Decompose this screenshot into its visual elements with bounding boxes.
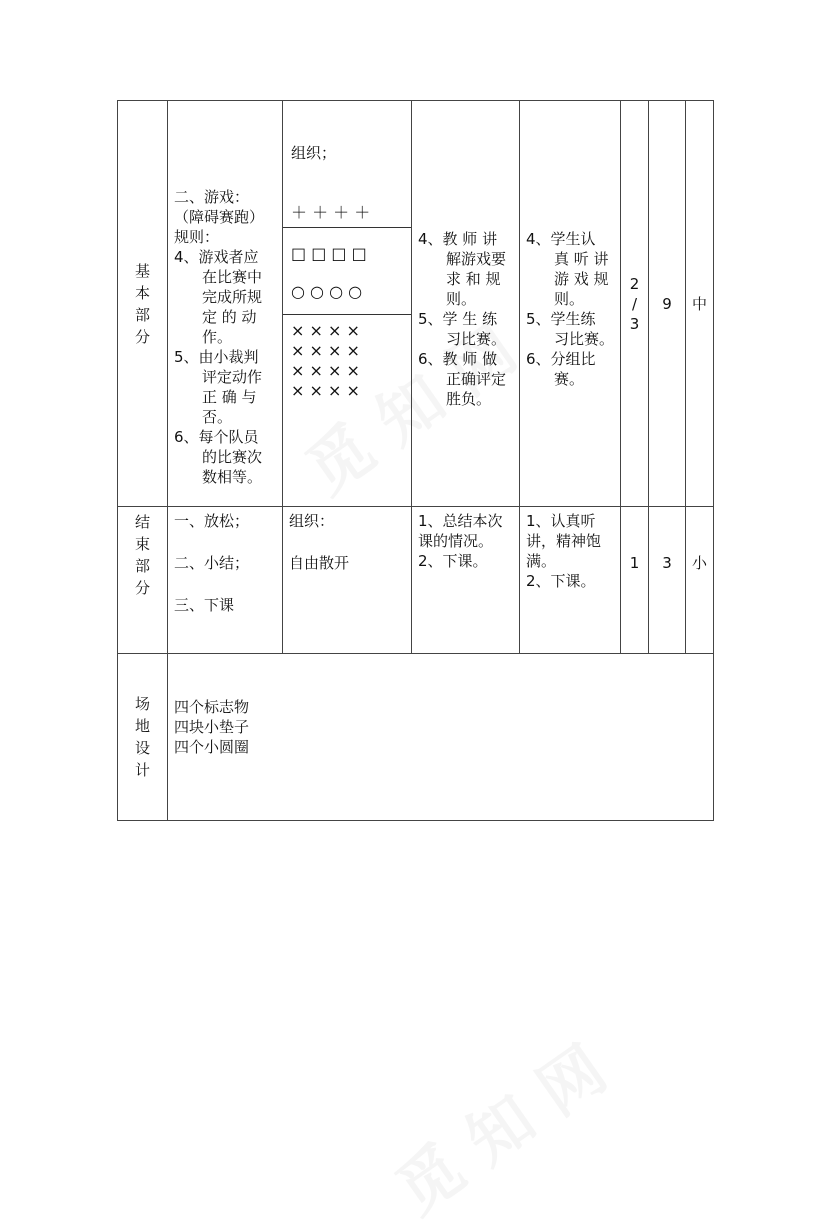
student-line: 2、下课。 [526,572,596,590]
org-text: 自由散开 [289,554,350,572]
ending-teacher-cell [412,507,520,654]
content-line: 4、游戏者应 [174,248,259,266]
cross-markers: × × × × [291,341,360,360]
label-char: 地 [134,717,150,735]
teacher-line: 课的情况。 [418,532,494,550]
student-line: 赛。 [554,370,585,388]
content-line: 二、小结； [174,554,250,572]
cross-markers: × × × × [291,321,360,340]
label-char: 基 [134,261,150,280]
intensity-value: 小 [691,554,707,572]
basic-student-cell [520,101,621,507]
basic-part-row [118,101,714,507]
cross-markers: × × × × [291,361,360,380]
content-line: 在比赛中 [202,268,263,286]
times-value: 2 [629,274,640,293]
venue-design-row [118,654,714,821]
student-line: 5、学生练 [526,310,596,328]
label-char: 分 [134,579,150,597]
label-char: 部 [134,557,150,575]
teacher-line: 4、教 师 讲 [418,230,498,248]
content-line: 正 确 与 [202,388,257,406]
content-line [174,573,276,595]
teacher-line: 6、教 师 做 [418,350,498,368]
basic-organization-cell [283,101,412,507]
content-line: 定 的 动 [202,308,257,326]
content-line [174,531,276,553]
student-line: 游 戏 规 [554,270,609,288]
venue-line: 四个标志物 [174,698,250,716]
content-line: 三、下课 [174,596,235,614]
ending-organization-cell [283,507,412,654]
teacher-line: 1、总结本次 [418,512,503,530]
label-char: 场 [134,695,150,713]
teacher-line: 2、下课。 [418,552,488,570]
content-line: 评定动作 [202,368,263,386]
content-line: 完成所规 [202,288,263,306]
label-char: 结 [134,513,150,531]
lesson-plan-table [117,100,714,821]
content-line: 作。 [202,328,233,346]
ending-minutes-cell [649,507,686,654]
student-line: 则。 [554,290,585,308]
circle-markers: ○ ○ ○ ○ [291,282,363,301]
student-line: 讲，精神饱 [526,532,602,550]
cross-markers: × × × × [291,381,360,400]
ending-content-cell [168,507,283,654]
times-value: 3 [629,314,640,333]
content-line: 数相等。 [202,468,263,486]
student-line: 6、分组比 [526,350,596,368]
teacher-line: 习比赛。 [446,330,507,348]
content-line: 6、每个队员 [174,428,259,446]
basic-content-cell [168,101,283,507]
venue-line: 四块小垫子 [174,718,250,736]
label-char: 本 [134,283,150,302]
venue-line: 四个小圆圈 [174,738,250,756]
teacher-line: 正确评定 [446,370,507,388]
student-line: 满。 [526,552,557,570]
minutes-value: 3 [662,554,672,572]
ending-intensity-cell [686,507,714,654]
basic-section-label [118,101,168,507]
ending-times-cell [621,507,649,654]
teacher-line: 求 和 规 [446,270,501,288]
student-line: 4、学生认 [526,230,596,248]
minutes-value: 9 [662,294,672,313]
student-line: 习比赛。 [554,330,615,348]
teacher-line: 则。 [446,290,477,308]
content-line: 的比赛次 [202,448,263,466]
label-char: 部 [134,305,150,324]
basic-minutes-cell [649,101,686,507]
ending-student-cell [520,507,621,654]
teacher-line: 胜负。 [446,390,492,408]
times-value: / [631,294,638,313]
label-char: 计 [134,761,150,779]
basic-times-cell [621,101,649,507]
content-line: 5、由小裁判 [174,348,259,366]
times-value: 1 [629,554,640,572]
student-line: 1、认真听 [526,512,596,530]
watermark [375,1020,622,1231]
intensity-value: 中 [691,294,707,313]
venue-content-cell [168,654,714,821]
content-line: 二、游戏： [174,188,250,206]
content-line: （障碍赛跑） [174,208,265,226]
basic-intensity-cell [686,101,714,507]
org-title: 组织； [291,144,337,162]
label-char: 分 [134,327,150,346]
label-char: 设 [134,739,150,757]
ending-section-label [118,507,168,654]
plus-markers: ＋ ＋ ＋ ＋ [291,203,371,222]
student-line: 真 听 讲 [554,250,609,268]
basic-teacher-cell [412,101,520,507]
content-line: 规则： [174,228,220,246]
content-line: 否。 [202,408,233,426]
content-line: 一、放松； [174,512,250,530]
teacher-line: 5、学 生 练 [418,310,498,328]
teacher-line: 解游戏要 [446,250,507,268]
venue-section-label [118,654,168,821]
org-title: 组织： [289,512,335,530]
label-char: 束 [134,535,150,553]
square-markers: □ □ □ □ [291,244,367,263]
ending-part-row [118,507,714,654]
